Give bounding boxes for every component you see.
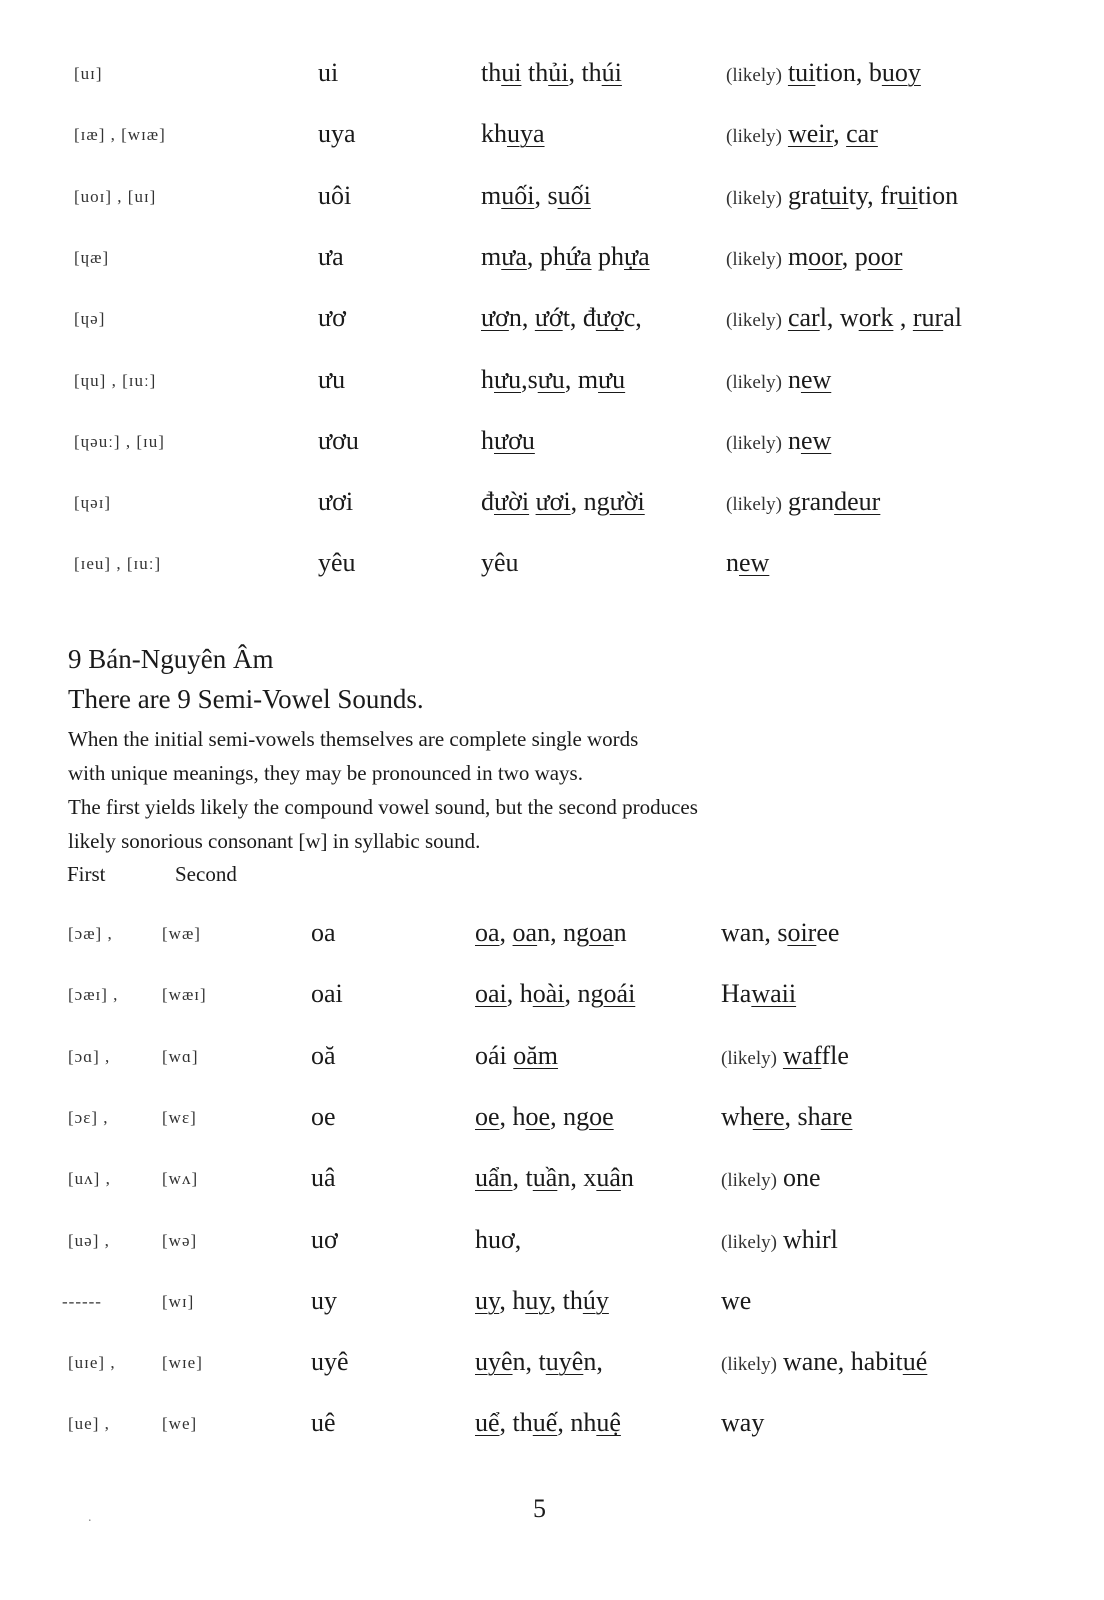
- underlined-segment: ười: [609, 487, 645, 517]
- underlined-segment: uyê: [545, 1347, 584, 1377]
- vowel-table-row: [0, 242, 1104, 282]
- vowel-table-row: [0, 119, 1104, 159]
- text-segment: , h: [499, 1285, 526, 1315]
- vietnamese-examples: [481, 181, 591, 211]
- ipa-second-pronunciation: [wɪ]: [162, 1291, 195, 1311]
- text-segment: đ: [481, 487, 494, 517]
- semi-vowel-table-row: [0, 1286, 1104, 1326]
- underlined-segment: oăm: [513, 1040, 559, 1070]
- text-segment: way: [721, 1408, 765, 1438]
- semi-vowel-table-row: [0, 1163, 1104, 1203]
- ipa-first-pronunciation: ------: [62, 1291, 102, 1311]
- vowel-table-row: [0, 181, 1104, 221]
- underlined-segment: car: [846, 119, 878, 149]
- text-segment: al: [943, 303, 962, 333]
- vietnamese-examples: [481, 487, 645, 517]
- text-segment: h: [481, 364, 494, 394]
- underlined-segment: oai: [475, 979, 507, 1009]
- text-segment: m: [481, 241, 502, 271]
- ipa-first-pronunciation: [uʌ] ,: [68, 1169, 111, 1189]
- vowel-table-row: [0, 487, 1104, 527]
- likely-qualifier: (likely): [721, 1170, 777, 1192]
- text-segment: ,: [833, 119, 847, 149]
- vietnamese-spelling: uê: [311, 1408, 336, 1438]
- text-segment: , th: [549, 1285, 583, 1315]
- english-equivalent: [721, 918, 839, 948]
- ipa-transcription: [ɥəuː] , [ɪu]: [74, 431, 165, 451]
- likely-qualifier: (likely): [726, 248, 782, 270]
- semi-vowel-table-row: [0, 1041, 1104, 1081]
- underlined-segment: uy: [475, 1285, 500, 1315]
- underlined-segment: oài: [532, 979, 565, 1009]
- underlined-segment: úy: [582, 1285, 609, 1315]
- column-header-second: Second: [175, 862, 237, 886]
- underlined-segment: oe: [525, 1101, 551, 1131]
- likely-qualifier: (likely): [726, 432, 782, 454]
- text-segment: kh: [481, 119, 507, 149]
- paragraph-line-2: with unique meanings, they may be pronounced in two ways.: [68, 761, 583, 785]
- text-segment: th: [481, 58, 502, 87]
- text-segment: n,: [583, 1347, 603, 1377]
- vietnamese-examples: [475, 1163, 634, 1193]
- text-segment: n,: [508, 303, 535, 333]
- semi-vowel-table-row: [0, 1102, 1104, 1142]
- vietnamese-examples: [475, 1347, 603, 1377]
- vietnamese-spelling: uyê: [311, 1347, 349, 1377]
- likely-qualifier: (likely): [726, 310, 782, 332]
- underlined-segment: oa: [589, 918, 614, 947]
- vietnamese-spelling: ươu: [318, 425, 359, 455]
- underlined-segment: uyê: [475, 1347, 513, 1377]
- vietnamese-spelling: oa: [311, 918, 336, 947]
- text-segment: n, t: [512, 1347, 546, 1377]
- text-segment: ph: [591, 241, 625, 271]
- ipa-first-pronunciation: [ɔæɪ] ,: [68, 985, 119, 1005]
- vietnamese-spelling: ươ: [318, 303, 346, 333]
- vietnamese-examples: [481, 303, 642, 333]
- semi-vowel-table-row: [0, 918, 1104, 958]
- underlined-segment: uầ: [532, 1163, 558, 1193]
- text-segment: ,s: [521, 364, 538, 394]
- ipa-first-pronunciation: [uə] ,: [68, 1230, 110, 1250]
- vietnamese-examples: [475, 918, 627, 948]
- english-equivalent: [726, 487, 880, 517]
- underlined-segment: ew: [739, 548, 770, 578]
- underlined-segment: oir: [787, 918, 817, 947]
- vietnamese-examples: [481, 242, 650, 272]
- vowel-table-row: [0, 426, 1104, 466]
- paragraph-line-1: When the initial semi-vowels themselves are complete single words: [68, 727, 639, 751]
- vietnamese-examples: [475, 979, 635, 1009]
- underlined-segment: uẩn: [475, 1163, 513, 1193]
- english-equivalent: [721, 1041, 849, 1071]
- likely-qualifier: (likely): [726, 126, 782, 148]
- ipa-first-pronunciation: [ɔɑ] ,: [68, 1046, 111, 1066]
- underlined-segment: ưu: [494, 364, 522, 394]
- text-segment: h: [481, 425, 494, 455]
- ipa-transcription: [ɥu] , [ɪuː]: [74, 370, 157, 390]
- text-segment: , ng: [570, 487, 610, 517]
- text-segment: n, x: [557, 1163, 597, 1193]
- underlined-segment: ui: [897, 180, 918, 210]
- ipa-first-pronunciation: [uɪe] ,: [68, 1353, 116, 1373]
- english-equivalent: [721, 979, 796, 1009]
- underlined-segment: uệ: [596, 1408, 621, 1438]
- text-segment: , m: [564, 364, 599, 394]
- underlined-segment: ew: [800, 364, 832, 394]
- ipa-transcription: [ɥæ]: [74, 247, 110, 267]
- underlined-segment: car: [787, 303, 820, 333]
- text-segment: fle: [821, 1040, 849, 1070]
- vietnamese-spelling: uôi: [318, 180, 352, 210]
- underlined-segment: ủi: [548, 58, 569, 87]
- underlined-segment: oor: [867, 241, 903, 271]
- vietnamese-spelling: ưa: [318, 241, 344, 271]
- underlined-segment: ork: [858, 303, 894, 333]
- likely-qualifier: (likely): [726, 187, 782, 209]
- likely-qualifier: (likely): [726, 494, 782, 516]
- ipa-second-pronunciation: [wæ]: [162, 924, 201, 943]
- underlined-segment: uế: [532, 1408, 558, 1438]
- vietnamese-examples: [481, 119, 545, 149]
- underlined-segment: uya: [507, 119, 545, 149]
- semi-vowel-table-row: [0, 1408, 1104, 1448]
- underlined-segment: uâ: [596, 1163, 621, 1193]
- underlined-segment: waf: [782, 1040, 822, 1070]
- underlined-segment: oe: [475, 1101, 500, 1131]
- vietnamese-examples: [481, 365, 625, 395]
- english-equivalent: [721, 1225, 838, 1255]
- underlined-segment: ướ: [534, 303, 563, 333]
- text-segment: huơ,: [475, 1224, 522, 1254]
- english-equivalent: [721, 1347, 927, 1377]
- underlined-segment: úi: [601, 58, 622, 87]
- underlined-segment: ui: [501, 58, 522, 87]
- english-equivalent: [726, 303, 962, 333]
- text-segment: gra: [787, 180, 822, 210]
- underlined-segment: ưa: [501, 241, 527, 271]
- vietnamese-examples: [475, 1286, 609, 1316]
- likely-qualifier: (likely): [721, 1047, 777, 1069]
- section-title-vietnamese: 9 Bán-Nguyên Âm: [68, 644, 274, 674]
- text-segment: oái: [475, 1040, 514, 1070]
- vietnamese-spelling: uy: [311, 1285, 337, 1315]
- underlined-segment: oái: [603, 979, 636, 1009]
- underlined-segment: ươ: [481, 303, 509, 333]
- text-segment: , nh: [557, 1408, 597, 1438]
- english-equivalent: [721, 1102, 852, 1132]
- underlined-segment: ué: [902, 1347, 928, 1377]
- paragraph-line-4: likely sonorious consonant [w] in syllabic sound.: [68, 829, 481, 853]
- vowel-table-row: [0, 548, 1104, 588]
- underlined-segment: waii: [751, 979, 797, 1009]
- text-segment: we: [721, 1285, 752, 1315]
- text-segment: , t: [512, 1163, 533, 1193]
- english-equivalent: [721, 1286, 751, 1316]
- ipa-second-pronunciation: [wɑ]: [162, 1046, 199, 1066]
- english-equivalent: [726, 119, 878, 149]
- underlined-segment: deur: [834, 487, 881, 517]
- vowel-table-row: [0, 365, 1104, 405]
- vietnamese-spelling: oă: [311, 1040, 336, 1070]
- text-segment: m: [787, 241, 809, 271]
- text-segment: t, đ: [562, 303, 596, 333]
- english-equivalent: [726, 181, 958, 211]
- text-segment: , ng: [550, 1101, 590, 1131]
- vietnamese-spelling: ưu: [318, 364, 346, 394]
- text-segment: , h: [499, 1101, 526, 1131]
- english-equivalent: [726, 548, 769, 578]
- underlined-segment: ười: [494, 487, 530, 517]
- vietnamese-spelling: uya: [318, 119, 356, 149]
- ipa-transcription: [ɥə]: [74, 309, 106, 329]
- underlined-segment: uối: [557, 180, 591, 210]
- vietnamese-spelling: oe: [311, 1101, 336, 1131]
- text-segment: n: [787, 364, 801, 394]
- underlined-segment: oor: [808, 241, 842, 271]
- text-segment: n: [726, 548, 739, 578]
- underlined-segment: ượ: [595, 303, 624, 333]
- underlined-segment: ựa: [624, 241, 650, 271]
- vietnamese-spelling: ui: [318, 58, 339, 87]
- ipa-transcription: [ɥəɪ]: [74, 493, 112, 513]
- ipa-transcription: [uoɪ] , [uɪ]: [74, 186, 157, 206]
- vietnamese-spelling: uơ: [311, 1224, 338, 1254]
- ipa-first-pronunciation: [ue] ,: [68, 1414, 110, 1434]
- text-segment: ty, fr: [848, 180, 898, 210]
- underlined-segment: rur: [912, 303, 944, 333]
- text-segment: m: [481, 180, 502, 210]
- underlined-segment: tui: [787, 58, 816, 87]
- text-segment: , ph: [526, 241, 566, 271]
- underlined-segment: oa: [475, 918, 500, 947]
- vietnamese-spelling: oai: [311, 979, 343, 1009]
- underlined-segment: oa: [512, 918, 538, 947]
- underlined-segment: ưu: [598, 364, 626, 394]
- vietnamese-examples: [475, 1225, 521, 1255]
- english-equivalent: [726, 242, 902, 272]
- underlined-segment: weir: [787, 119, 834, 149]
- underlined-segment: uối: [501, 180, 535, 210]
- underlined-segment: ươi: [535, 487, 571, 517]
- underlined-segment: ew: [800, 425, 832, 455]
- english-equivalent: [721, 1408, 764, 1438]
- scan-speck: .: [88, 1510, 92, 1525]
- text-segment: tion, b: [815, 58, 882, 87]
- ipa-second-pronunciation: [wɪe]: [162, 1353, 203, 1373]
- vietnamese-examples: [481, 548, 519, 578]
- ipa-transcription: [ɪeu] , [ɪuː]: [74, 554, 162, 574]
- vietnamese-spelling: uâ: [311, 1163, 336, 1193]
- underlined-segment: ere: [752, 1101, 785, 1131]
- text-segment: , s: [534, 180, 558, 210]
- vietnamese-examples: [475, 1041, 558, 1071]
- paragraph-line-3: The first yields likely the compound vowel sound, but the second produces: [68, 795, 698, 819]
- english-equivalent: [726, 426, 831, 456]
- text-segment: ,: [893, 303, 913, 333]
- text-segment: , h: [506, 979, 533, 1009]
- text-segment: n: [613, 918, 627, 947]
- text-segment: n, ng: [537, 918, 590, 947]
- column-header-first: First: [67, 862, 106, 886]
- likely-qualifier: (likely): [726, 371, 782, 393]
- text-segment: , p: [841, 241, 868, 271]
- text-segment: tion: [917, 180, 959, 210]
- text-segment: wane, habit: [782, 1347, 903, 1377]
- ipa-second-pronunciation: [wɛ]: [162, 1107, 197, 1127]
- ipa-transcription: [uɪ]: [74, 64, 103, 83]
- ipa-first-pronunciation: [ɔɛ] ,: [68, 1107, 109, 1127]
- vietnamese-examples: [475, 1408, 621, 1438]
- text-segment: wh: [721, 1101, 753, 1131]
- likely-qualifier: (likely): [721, 1231, 777, 1253]
- ipa-second-pronunciation: [wʌ]: [162, 1169, 199, 1189]
- text-segment: ee: [816, 918, 840, 947]
- ipa-transcription: [ɪæ] , [wɪæ]: [74, 125, 166, 145]
- text-segment: , th: [568, 58, 602, 87]
- vietnamese-spelling: ươi: [318, 487, 354, 517]
- ipa-first-pronunciation: [ɔæ] ,: [68, 924, 113, 943]
- text-segment: wan, s: [721, 918, 788, 947]
- page-number: 5: [533, 1494, 546, 1523]
- vietnamese-examples: [481, 58, 622, 88]
- text-segment: , th: [499, 1408, 533, 1438]
- underlined-segment: uy: [525, 1285, 550, 1315]
- vowel-table-row: [0, 303, 1104, 343]
- text-segment: ,: [499, 918, 513, 947]
- underlined-segment: oe: [589, 1101, 614, 1131]
- semi-vowel-table-row: [0, 1347, 1104, 1387]
- likely-qualifier: (likely): [726, 65, 782, 86]
- text-segment: , ng: [564, 979, 604, 1009]
- ipa-second-pronunciation: [we]: [162, 1414, 198, 1434]
- ipa-second-pronunciation: [wə]: [162, 1230, 198, 1250]
- text-segment: n: [787, 425, 801, 455]
- underlined-segment: tui: [821, 180, 849, 210]
- ipa-second-pronunciation: [wæɪ]: [162, 985, 207, 1005]
- english-equivalent: [721, 1163, 820, 1193]
- section-title-english: There are 9 Semi-Vowel Sounds.: [68, 684, 424, 714]
- vietnamese-examples: [481, 426, 535, 456]
- underlined-segment: ứa: [565, 241, 592, 271]
- underlined-segment: ưu: [537, 364, 565, 394]
- text-segment: whirl: [782, 1224, 838, 1254]
- english-equivalent: [726, 365, 831, 395]
- text-segment: th: [521, 58, 549, 87]
- text-segment: n: [620, 1163, 634, 1193]
- underlined-segment: uể: [475, 1408, 500, 1438]
- underlined-segment: uoy: [881, 58, 921, 87]
- underlined-segment: are: [820, 1101, 853, 1131]
- underlined-segment: ươu: [494, 425, 535, 455]
- text-segment: c,: [623, 303, 642, 333]
- likely-qualifier: (likely): [721, 1354, 777, 1376]
- text-segment: gran: [787, 487, 835, 517]
- vowel-table-row: [0, 58, 1104, 98]
- text-segment: l, w: [819, 303, 859, 333]
- english-equivalent: [726, 58, 921, 88]
- text-segment: one: [782, 1163, 821, 1193]
- semi-vowel-table-row: [0, 979, 1104, 1019]
- semi-vowel-table-row: [0, 1225, 1104, 1265]
- vietnamese-spelling: yêu: [318, 548, 356, 578]
- vietnamese-examples: [475, 1102, 614, 1132]
- text-segment: yêu: [481, 548, 519, 578]
- text-segment: Ha: [721, 979, 752, 1009]
- text-segment: , sh: [784, 1101, 821, 1131]
